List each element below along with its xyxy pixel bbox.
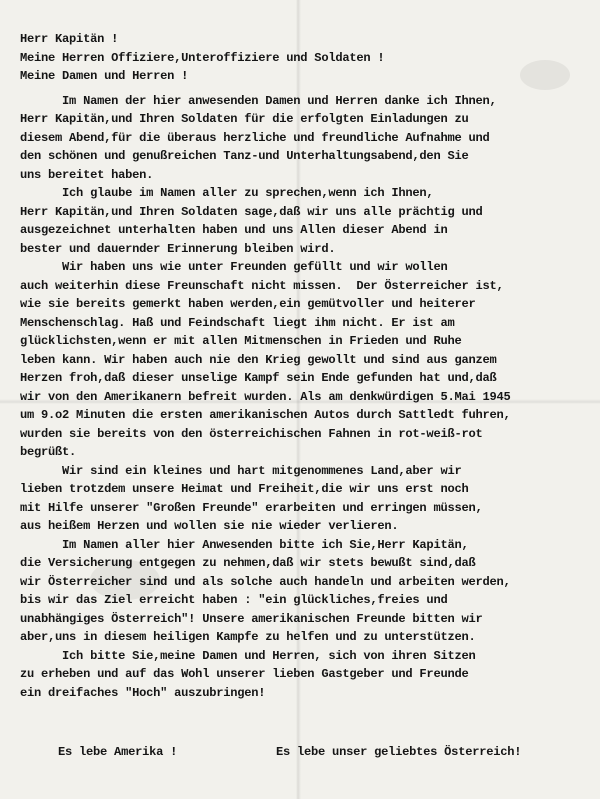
paragraph-line: lieben trotzdem unsere Heimat und Freiheit,die wir uns erst noch <box>20 482 469 496</box>
salutation-line: Meine Damen und Herren ! <box>20 69 189 83</box>
paragraph-line: Ich bitte Sie,meine Damen und Herren, sich von ihren Sitzen <box>20 648 476 663</box>
paragraph-line: glücklichsten,wenn er mit allen Mitmenschen in Frieden und Ruhe <box>20 334 462 348</box>
paragraph-line: aus heißem Herzen und wollen sie nie wieder verlieren. <box>20 519 399 533</box>
paragraph-line: Herr Kapitän,und Ihren Soldaten für die erfolgten Einladungen zu <box>20 112 469 126</box>
paragraph-line: ein dreifaches "Hoch" auszubringen! <box>20 685 266 700</box>
paragraph-line: auch weiterhin diese Freunschaft nicht missen. Der Österreicher ist, <box>20 278 504 293</box>
paragraph-line: wir von den Amerikanern befreit wurden. Als am denkwürdigen 5.Mai 1945 <box>20 389 511 404</box>
paragraph-line: Herzen froh,daß dieser unselige Kampf sein Ende gefunden hat und,daß <box>20 371 497 385</box>
paragraph-line: mit Hilfe unserer "Großen Freunde" erarbeiten und erringen müssen, <box>20 500 483 515</box>
paragraph-line: unabhängiges Österreich"! Unsere amerikanischen Freunde bitten wir <box>20 611 483 626</box>
paragraph-line: wurden sie bereits von den österreichischen Fahnen in rot-weiß-rot <box>20 426 483 441</box>
paragraph-line: bester und dauernder Erinnerung bleiben wird. <box>20 241 336 256</box>
paragraph-line: uns bereitet haben. <box>20 167 154 182</box>
paragraph-line: Wir haben uns wie unter Freunden gefüllt und wir wollen <box>20 260 448 274</box>
paragraph-line: Im Namen der hier anwesenden Damen und Herren danke ich Ihnen, <box>20 93 497 108</box>
paragraph-line: diesem Abend,für die überaus herzliche und freundliche Aufnahme und <box>20 130 490 145</box>
signoff-left: Es lebe Amerika ! <box>58 745 178 759</box>
paragraph-line: um 9.o2 Minuten die ersten amerikanischen Autos durch Sattledt fuhren, <box>20 408 511 422</box>
salutation-line: Meine Herren Offiziere,Unteroffiziere und Soldaten ! <box>20 50 385 65</box>
paragraph-line: Im Namen aller hier Anwesenden bitte ich Sie,Herr Kapitän, <box>20 537 469 552</box>
letter-body <box>20 30 595 702</box>
paragraph-line: wir Österreicher sind und als solche auch handeln und arbeiten werden, <box>20 574 511 589</box>
paragraph-line: Ich glaube im Namen aller zu sprechen,wenn ich Ihnen, <box>20 186 434 200</box>
paragraph-line: zu erheben und auf das Wohl unserer lieben Gastgeber und Freunde <box>20 667 469 681</box>
paragraph-line: Wir sind ein kleines und hart mitgenommenes Land,aber wir <box>20 463 462 478</box>
paragraph-line: ausgezeichnet unterhalten haben und uns Allen dieser Abend in <box>20 223 448 237</box>
signoff-right: Es lebe unser geliebtes Österreich! <box>276 745 522 759</box>
paragraph-line: leben kann. Wir haben auch nie den Krieg gewollt und sind aus ganzem <box>20 352 497 367</box>
paragraph-line: Menschenschlag. Haß und Feindschaft liegt ihm nicht. Er ist am <box>20 315 455 330</box>
paragraph-line: begrüßt. <box>20 445 77 459</box>
paragraph-line: die Versicherung entgegen zu nehmen,daß wir stets bewußt sind,daß <box>20 556 476 570</box>
salutation-line: Herr Kapitän ! <box>20 32 119 46</box>
paragraph-line: aber,uns in diesem heiligen Kampfe zu helfen und zu unterstützen. <box>20 630 476 644</box>
paragraph-line: bis wir das Ziel erreicht haben : "ein glückliches,freies und <box>20 593 448 607</box>
paragraph-line: Herr Kapitän,und Ihren Soldaten sage,daß wir uns alle prächtig und <box>20 204 483 219</box>
paragraph-line: wie sie bereits gemerkt haben werden,ein gemütvoller und heiterer <box>20 297 476 311</box>
paragraph-line: den schönen und genußreichen Tanz-und Unterhaltungsabend,den Sie <box>20 149 469 163</box>
